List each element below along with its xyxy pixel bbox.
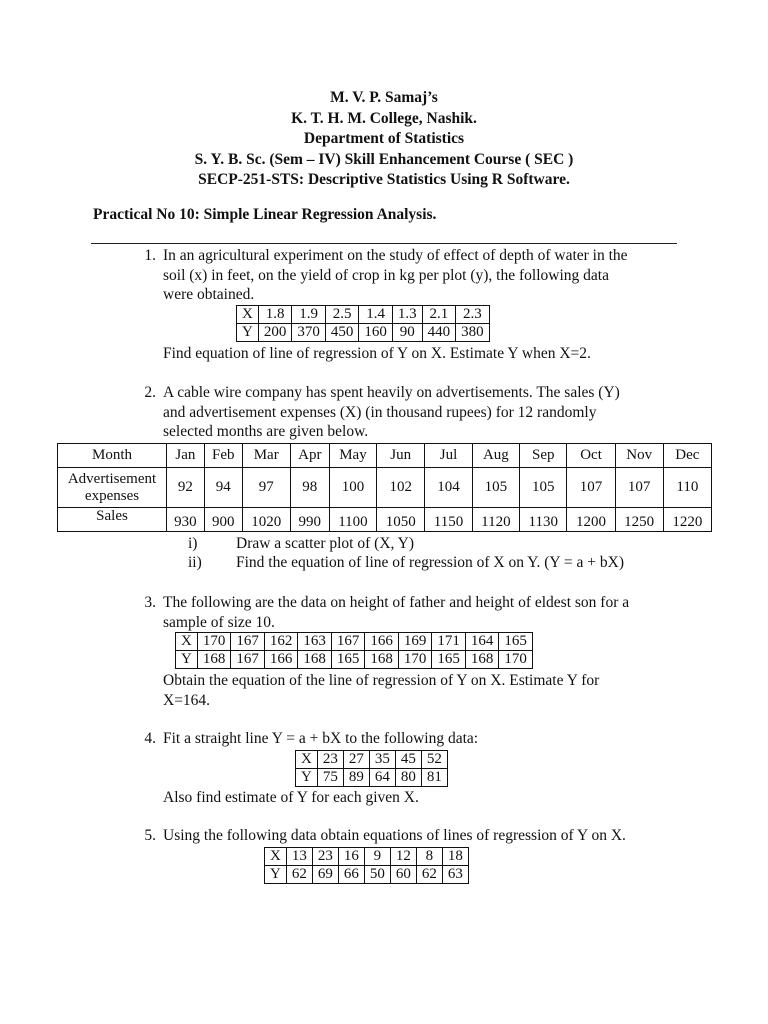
table-cell: 107 — [567, 468, 615, 508]
month-cell: Dec — [663, 444, 711, 468]
table-cell: 370 — [292, 324, 326, 342]
table-cell: 12 — [390, 848, 416, 866]
table-cell: 8 — [416, 848, 442, 866]
question-text-line: Fit a straight line Y = a + bX to the following data: — [163, 730, 479, 747]
table-cell: 98 — [290, 468, 329, 508]
row-label: X — [265, 848, 287, 866]
table-row — [296, 751, 448, 769]
department-name: Department of Statistics — [303, 130, 465, 147]
table-cell: 102 — [377, 468, 425, 508]
table-row — [58, 444, 712, 468]
table-cell: 169 — [398, 633, 432, 651]
table-cell: 2.5 — [325, 306, 359, 324]
table-cell: 90 — [392, 324, 422, 342]
paper-name: SECP-251-STS: Descriptive Statistics Using R Software. — [198, 171, 570, 188]
month-cell: Aug — [472, 444, 519, 468]
table-cell: 1.4 — [359, 306, 393, 324]
row-label: Y — [265, 866, 287, 884]
practical-title: Practical No 10: Simple Linear Regression Analysis. — [93, 206, 437, 223]
table-row — [265, 866, 469, 884]
table-cell: 60 — [390, 866, 416, 884]
table-cell: 62 — [416, 866, 442, 884]
table-cell: 13 — [286, 848, 312, 866]
table-cell: 107 — [615, 468, 663, 508]
table-cell: 1020 — [242, 508, 290, 532]
table-cell: 171 — [432, 633, 466, 651]
question-text-line: sample of size 10. — [163, 613, 275, 631]
question-text-line: soil (x) in feet, on the yield of crop in kg per plot (y), the following data — [163, 266, 609, 284]
table-cell: 63 — [442, 866, 468, 884]
table-cell: 100 — [329, 468, 376, 508]
table-cell: 9 — [364, 848, 390, 866]
question-text-line: were obtained. — [163, 286, 255, 303]
question-text-line: X=164. — [163, 691, 211, 709]
row-label: Y — [176, 651, 198, 669]
question-text-line: Using the following data obtain equations of lines of regression of Y on X. — [163, 827, 626, 844]
table-cell: 167 — [331, 633, 365, 651]
table-cell: 167 — [231, 633, 265, 651]
table-cell: 1150 — [425, 508, 472, 532]
table-cell: 168 — [465, 651, 499, 669]
table-row — [58, 468, 712, 508]
table-cell: 104 — [425, 468, 472, 508]
q2-data-table — [57, 443, 712, 532]
row-label: X — [176, 633, 198, 651]
table-cell: 163 — [298, 633, 332, 651]
question-number: 2. — [144, 384, 156, 401]
month-cell: Apr — [290, 444, 329, 468]
table-cell: 1220 — [663, 508, 711, 532]
table-cell: 81 — [421, 769, 447, 787]
table-cell: 2.1 — [422, 306, 456, 324]
table-cell: 105 — [472, 468, 519, 508]
row-label-line: expenses — [84, 487, 140, 504]
roman-numeral: i) — [188, 535, 198, 552]
table-cell: 160 — [359, 324, 393, 342]
q3-data-table — [175, 632, 533, 669]
sub-question-text: Find the equation of line of regression of X on Y. (Y = a + bX) — [236, 554, 624, 571]
month-cell: Jan — [167, 444, 205, 468]
table-cell: 92 — [167, 468, 205, 508]
table-cell: 440 — [422, 324, 456, 342]
question-text-line: Also find estimate of Y for each given X. — [163, 789, 419, 806]
table-cell: 62 — [286, 866, 312, 884]
table-cell: 168 — [298, 651, 332, 669]
table-cell: 930 — [167, 508, 205, 532]
table-row — [176, 633, 533, 651]
table-cell: 110 — [663, 468, 711, 508]
row-label: X — [296, 751, 318, 769]
table-cell: 1.3 — [392, 306, 422, 324]
table-cell: 200 — [258, 324, 292, 342]
question-number: 4. — [144, 730, 156, 747]
college-name: K. T. H. M. College, Nashik. — [291, 109, 477, 127]
table-cell: 1120 — [472, 508, 519, 532]
question-text-line: Find equation of line of regression of Y on X. Estimate Y when X=2. — [163, 345, 591, 362]
q5-data-table — [264, 847, 469, 884]
row-label: Y — [296, 769, 318, 787]
table-cell: 2.3 — [456, 306, 490, 324]
table-row — [296, 769, 448, 787]
month-cell: Jul — [425, 444, 472, 468]
month-cell: Feb — [204, 444, 242, 468]
table-cell: 990 — [290, 508, 329, 532]
table-cell: 170 — [197, 633, 231, 651]
q1-data-table — [236, 305, 490, 342]
table-row — [265, 848, 469, 866]
question-number: 5. — [144, 827, 156, 844]
table-cell: 1130 — [520, 508, 567, 532]
roman-numeral: ii) — [188, 554, 202, 571]
table-cell: 170 — [499, 651, 533, 669]
table-cell: 69 — [312, 866, 338, 884]
question-text-line: selected months are given below. — [163, 423, 369, 440]
table-cell: 64 — [369, 769, 395, 787]
table-cell: 1050 — [377, 508, 425, 532]
row-label: X — [237, 306, 259, 324]
table-cell: 18 — [442, 848, 468, 866]
row-label: Sales — [58, 508, 167, 532]
table-cell: 97 — [242, 468, 290, 508]
table-cell: 66 — [338, 866, 364, 884]
document-header — [0, 88, 768, 191]
question-text-line: A cable wire company has spent heavily on advertisements. The sales (Y) — [163, 384, 620, 401]
table-cell: 450 — [325, 324, 359, 342]
table-cell: 94 — [204, 468, 242, 508]
table-row — [237, 306, 490, 324]
table-cell: 80 — [395, 769, 421, 787]
sub-question-text: Draw a scatter plot of (X, Y) — [236, 535, 415, 552]
month-cell: Mar — [242, 444, 290, 468]
table-cell: 165 — [432, 651, 466, 669]
table-cell: 35 — [369, 751, 395, 769]
month-cell: Jun — [377, 444, 425, 468]
table-cell: 166 — [365, 633, 399, 651]
q4-data-table — [295, 750, 448, 787]
table-cell: 50 — [364, 866, 390, 884]
table-cell: 164 — [465, 633, 499, 651]
question-text-line: and advertisement expenses (X) (in thousand rupees) for 12 randomly — [163, 403, 597, 421]
row-label — [58, 468, 167, 508]
month-cell: May — [329, 444, 376, 468]
table-cell: 900 — [204, 508, 242, 532]
table-cell: 168 — [197, 651, 231, 669]
table-cell: 23 — [317, 751, 343, 769]
society-name: M. V. P. Samaj’s — [330, 89, 438, 106]
table-cell: 165 — [499, 633, 533, 651]
month-cell: Nov — [615, 444, 663, 468]
question-text-line: The following are the data on height of father and height of eldest son for a — [163, 594, 630, 611]
table-cell: 89 — [343, 769, 369, 787]
table-row — [237, 324, 490, 342]
course-name: S. Y. B. Sc. (Sem – IV) Skill Enhancement Course ( SEC ) — [194, 150, 574, 168]
table-row — [58, 508, 712, 532]
table-cell: 165 — [331, 651, 365, 669]
table-cell: 1.9 — [292, 306, 326, 324]
question-number: 3. — [144, 594, 156, 611]
table-row — [176, 651, 533, 669]
row-label-line: Advertisement — [67, 470, 157, 487]
table-cell: 1200 — [567, 508, 615, 532]
table-cell: 105 — [520, 468, 567, 508]
table-cell: 52 — [421, 751, 447, 769]
table-cell: 1250 — [615, 508, 663, 532]
table-cell: 16 — [338, 848, 364, 866]
table-cell: 1100 — [329, 508, 376, 532]
table-cell: 380 — [456, 324, 490, 342]
table-cell: 166 — [264, 651, 298, 669]
row-label: Y — [237, 324, 259, 342]
divider — [91, 243, 677, 244]
month-cell: Oct — [567, 444, 615, 468]
table-cell: 1.8 — [258, 306, 292, 324]
question-number: 1. — [144, 247, 156, 264]
table-cell: 27 — [343, 751, 369, 769]
table-cell: 162 — [264, 633, 298, 651]
question-text-line: In an agricultural experiment on the study of effect of depth of water in the — [163, 247, 628, 264]
table-cell: 45 — [395, 751, 421, 769]
table-cell: 168 — [365, 651, 399, 669]
table-cell: 23 — [312, 848, 338, 866]
question-text-line: Obtain the equation of the line of regression of Y on X. Estimate Y for — [163, 672, 600, 689]
table-cell: 170 — [398, 651, 432, 669]
table-cell: 75 — [317, 769, 343, 787]
month-cell: Sep — [520, 444, 567, 468]
table-cell: 167 — [231, 651, 265, 669]
row-label: Month — [58, 444, 167, 468]
